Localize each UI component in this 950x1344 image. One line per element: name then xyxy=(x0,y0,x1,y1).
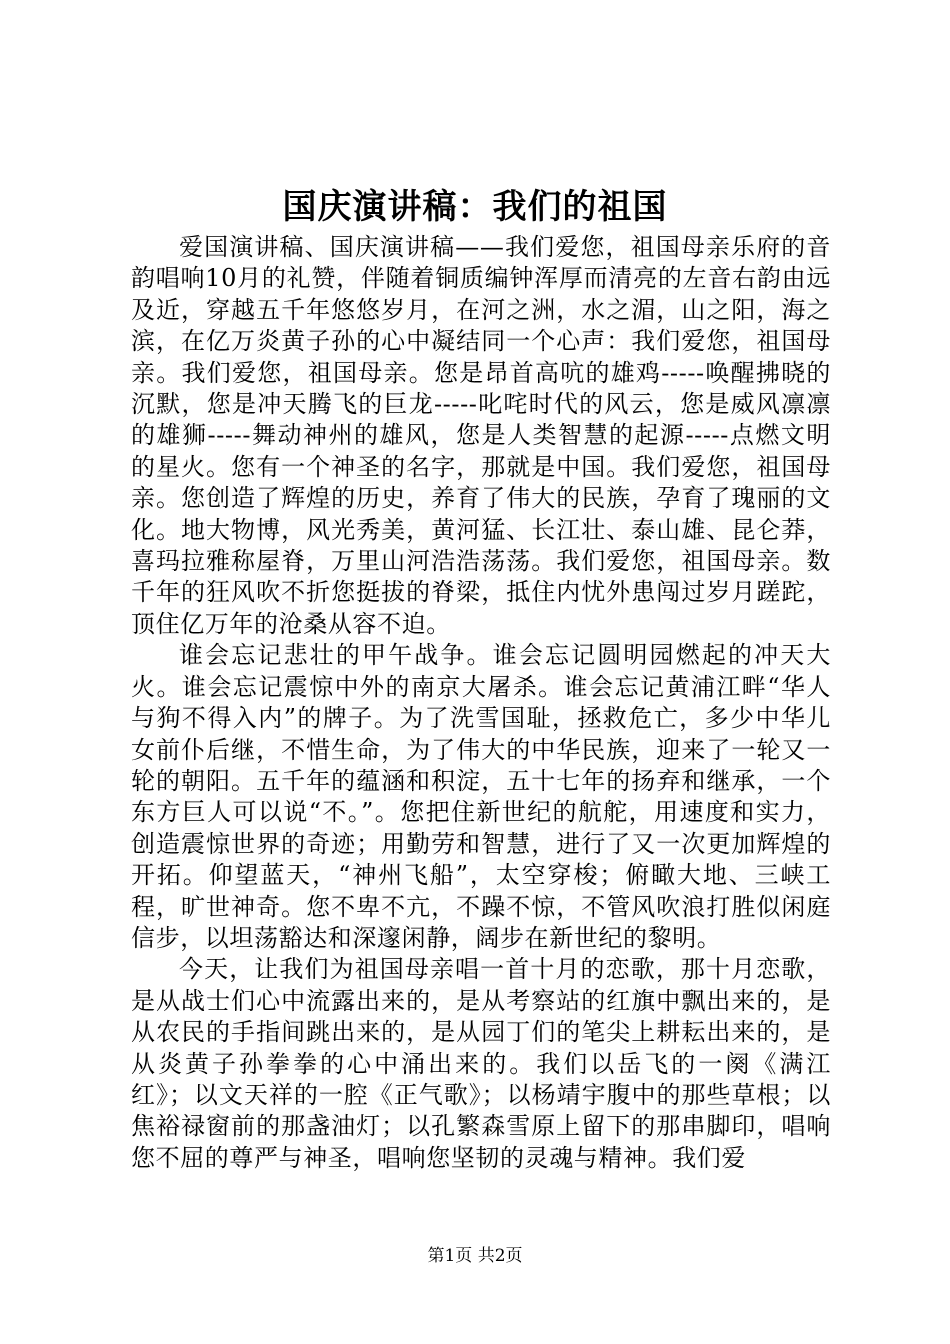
paragraph-1: 爱国演讲稿、国庆演讲稿——我们爱您，祖国母亲乐府的音韵唱响10月的礼赞，伴随着铜质编钟浑厚而清亮的左音右韵由远及近，穿越五千年悠悠岁月，在河之洲，水之湄，山之阳，海之滨，在亿万炎黄子孙的心中凝结同一个心声：我们爱您，祖国母亲。我们爱您，祖国母亲。您是昂首高吭的雄鸡-----唤醒拂晓的沉默，您是冲天腾飞的巨龙-----叱咤时代的风云，您是威风凛凛的雄狮-----舞动神州的雄风，您是人类智慧的起源-----点燃文明的星火。您有一个神圣的名字，那就是中国。我们爱您，祖国母亲。您创造了辉煌的历史，养育了伟大的民族，孕育了瑰丽的文化。地大物博，风光秀美，黄河猛、长江壮、泰山雄、昆仑莽，喜玛拉雅称屋脊，万里山河浩浩荡荡。我们爱您，祖国母亲。数千年的狂风吹不折您挺拔的脊梁，抵住内忧外患闯过岁月蹉跎，顶住亿万年的沧桑从容不迫。 xyxy=(131,233,831,638)
page-number-footer: 第1页 共2页 xyxy=(427,1246,523,1266)
paragraph-3: 今天，让我们为祖国母亲唱一首十月的恋歌，那十月恋歌，是从战士们心中流露出来的，是从考察站的红旗中飘出来的，是从农民的手指间跳出来的，是从园丁们的笔尖上耕耘出来的，是从炎黄子孙拳拳的心中涌出来的。我们以岳飞的一阕《满江红》；以文天祥的一腔《正气歌》；以杨靖宇腹中的那些草根；以焦裕禄窗前的那盏油灯；以孔繁森雪原上留下的那串脚印，唱响您不屈的尊严与神圣，唱响您坚韧的灵魂与精神。我们爱 xyxy=(131,955,831,1172)
document-body xyxy=(131,232,831,1174)
document-title: 国庆演讲稿：我们的祖国 xyxy=(282,187,668,227)
paragraph-2: 谁会忘记悲壮的甲午战争。谁会忘记圆明园燃起的冲天大火。谁会忘记震惊中外的南京大屠杀。谁会忘记黄浦江畔“华人与狗不得入内”的牌子。为了洗雪国耻，拯救危亡，多少中华儿女前仆后继，不惜生命，为了伟大的中华民族，迎来了一轮又一轮的朝阳。五千年的蕴涵和积淀，五十七年的扬弃和继承，一个东方巨人可以说“不。”。您把住新世纪的航舵，用速度和实力，创造震惊世界的奇迹；用勤劳和智慧，进行了又一次更加辉煌的开拓。仰望蓝天，“神州飞船”，太空穿梭；俯瞰大地、三峡工程，旷世神奇。您不卑不亢，不躁不惊，不管风吹浪打胜似闲庭信步，以坦荡豁达和深邃闲静，阔步在新世纪的黎明。 xyxy=(131,641,831,952)
